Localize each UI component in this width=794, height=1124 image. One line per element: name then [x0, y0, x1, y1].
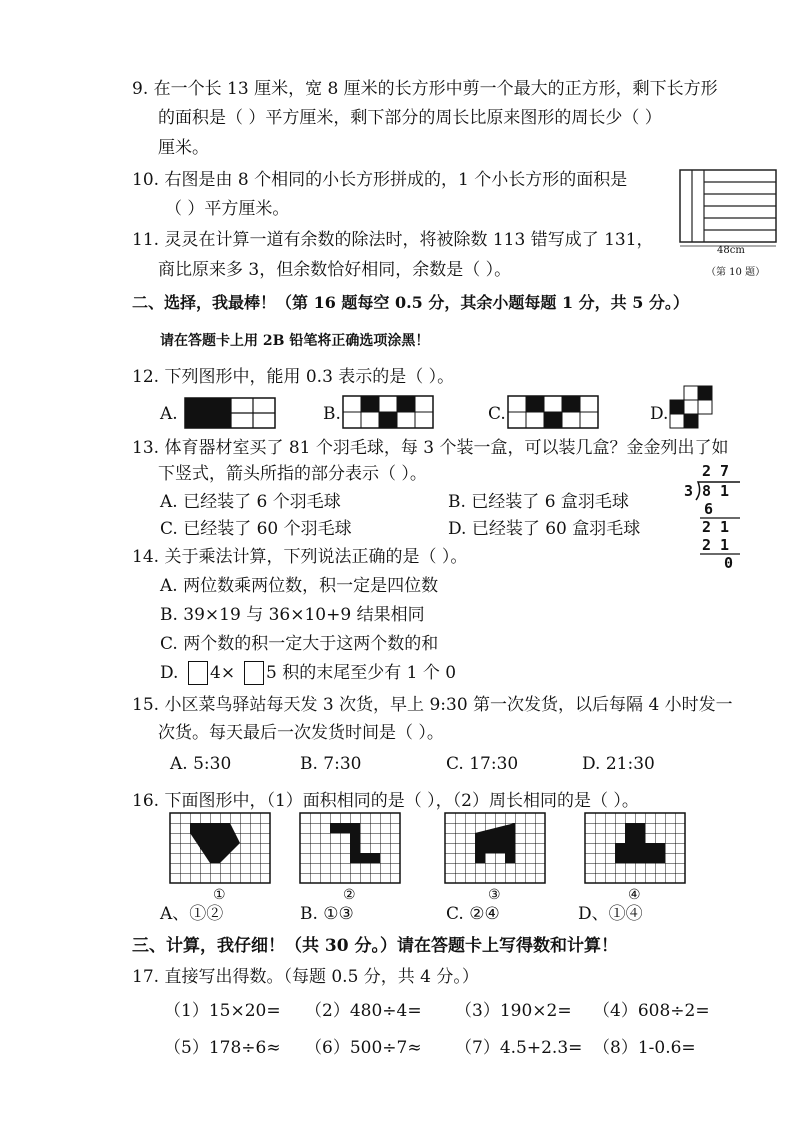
q12-option-b-figure [343, 396, 439, 430]
q16-figure-4-label: ④ [628, 887, 641, 903]
q17-item-3: （3）190×2= [455, 1001, 572, 1021]
q17-stem: 17. 直接写出得数。（每题 0.5 分，共 4 分。） [132, 967, 479, 987]
division-step1: 6 [704, 500, 714, 518]
q15-line2: 次货。每天最后一次发货时间是（ ）。 [158, 723, 444, 743]
q13-option-b: B. 已经装了 6 盒羽毛球 [448, 492, 629, 512]
division-step3: 2 1 [702, 536, 730, 554]
q10-line2: （ ）平方厘米。 [165, 199, 290, 219]
q17-item-8: （8）1-0.6= [593, 1038, 696, 1058]
q15-line1: 15. 小区菜鸟驿站每天发 3 次货，早上 9:30 第一次发货，以后每隔 4 小时发一 [132, 695, 733, 715]
q13-option-c: C. 已经装了 60 个羽毛球 [160, 519, 352, 539]
q12-option-a-label: A. [160, 404, 178, 424]
division-step2: 2 1 [702, 518, 730, 536]
section2-title: 二、选择，我最棒！（第 16 题每空 0.5 分，其余小题每题 1 分，共 5 分。） [132, 293, 689, 312]
q16-option-d: D、①④ [578, 904, 643, 924]
q14-stem: 14. 关于乘法计算，下列说法正确的是（ ）。 [132, 547, 468, 567]
q16-figure-1-label: ① [213, 887, 226, 903]
q16-figure-2-label: ② [343, 887, 356, 903]
q17-item-2: （2）480÷4= [305, 1001, 422, 1021]
division-divisor: 3 [684, 482, 694, 500]
q15-option-c: C. 17:30 [446, 754, 519, 774]
q12-option-a-figure [185, 398, 281, 430]
q14-option-a: A. 两位数乘两位数，积一定是四位数 [160, 576, 439, 596]
section3-title: 三、计算，我仔细！（共 30 分。）请在答题卡上写得数和计算！ [132, 936, 618, 956]
q17-item-6: （6）500÷7≈ [305, 1038, 422, 1058]
q10-figure-caption: （第 10 题） [706, 267, 766, 278]
q12-stem: 12. 下列图形中，能用 0.3 表示的是（ ）。 [132, 367, 455, 387]
q11-line1: 11. 灵灵在计算一道有余数的除法时，将被除数 113 错写成了 131， [132, 230, 654, 250]
q14-option-b: B. 39×19 与 36×10+9 结果相同 [160, 605, 425, 625]
q12-option-b-label: B. [323, 404, 341, 424]
q16-figure-3 [445, 813, 545, 885]
q17-item-5: （5）178÷6≈ [164, 1038, 281, 1058]
q10-line1: 10. 右图是由 8 个相同的小长方形拼成的，1 个小长方形的面积是 [132, 170, 628, 190]
q16-figure-1 [170, 813, 270, 885]
q13-long-division [680, 462, 750, 572]
q10-figure-label: 48cm [717, 245, 745, 256]
q14-option-d-suffix: 5 积的末尾至少有 1 个 0 [266, 663, 457, 683]
q11-line2: 商比原来多 3，但余数恰好相同，余数是（ ）。 [158, 260, 512, 280]
q13-option-d: D. 已经装了 60 盒羽毛球 [448, 519, 641, 539]
q16-option-c: C. ②④ [446, 904, 500, 924]
q14-option-d-prefix: D. [160, 663, 179, 683]
division-quotient: 2 7 [702, 462, 730, 480]
q16-option-b: B. ①③ [300, 904, 354, 924]
q13-line2: 下竖式，箭头所指的部分表示（ ）。 [158, 464, 427, 484]
q10-figure [680, 170, 780, 250]
q16-figure-3-label: ③ [488, 887, 501, 903]
q9-line2: 的面积是（ ）平方厘米，剩下部分的周长比原来图形的周长少（ ） [158, 108, 662, 128]
q16-option-a: A、①② [160, 904, 224, 924]
q12-option-d-figure [670, 386, 720, 432]
q15-option-d: D. 21:30 [582, 754, 655, 774]
division-dividend: 8 1 [702, 482, 730, 500]
blank-box-2 [244, 661, 264, 685]
q9-line1: 9. 在一个长 13 厘米，宽 8 厘米的长方形中剪一个最大的正方形，剩下长方形 [132, 79, 718, 99]
q17-item-7: （7）4.5+2.3= [455, 1038, 583, 1058]
section2-note: 请在答题卡上用 2B 铅笔将正确选项涂黑！ [160, 333, 430, 349]
division-remainder: 0 [724, 554, 734, 572]
q13-option-a: A. 已经装了 6 个羽毛球 [160, 492, 341, 512]
q16-stem: 16. 下面图形中，（1）面积相同的是（ ），（2）周长相同的是（ ）。 [132, 791, 639, 811]
q17-item-4: （4）608÷2= [593, 1001, 710, 1021]
q16-figure-2 [300, 813, 400, 885]
blank-box-1 [188, 661, 208, 685]
q12-option-c-figure [508, 396, 604, 430]
q14-option-c: C. 两个数的积一定大于这两个数的和 [160, 634, 439, 654]
q17-item-1: （1）15×20= [164, 1001, 281, 1021]
q14-option-d-mid: 4× [210, 663, 236, 683]
division-lines [680, 462, 750, 572]
q15-option-a: A. 5:30 [170, 754, 232, 774]
q13-line1: 13. 体育器材室买了 81 个羽毛球，每 3 个装一盒，可以装几盒？金金列出了如 [132, 438, 729, 458]
q15-option-b: B. 7:30 [300, 754, 362, 774]
q16-figure-4 [585, 813, 685, 885]
q12-option-c-label: C. [488, 404, 506, 424]
q12-option-d-label: D. [650, 404, 669, 424]
q9-line3: 厘米。 [158, 138, 209, 158]
